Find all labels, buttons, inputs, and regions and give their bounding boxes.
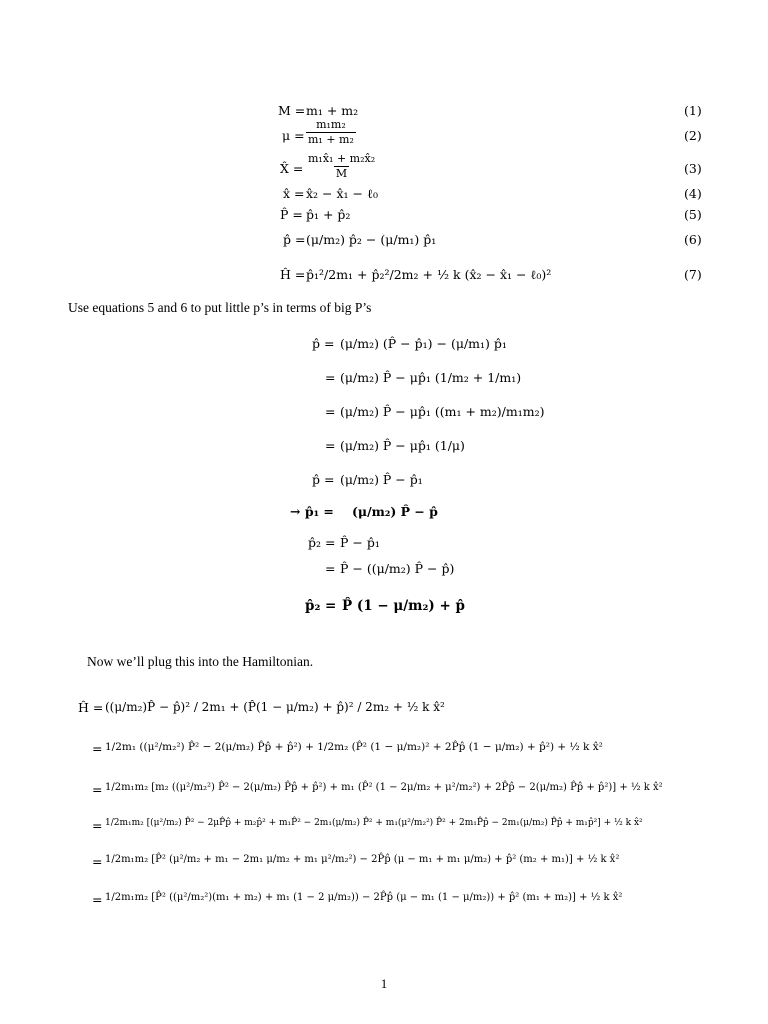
eq7-lhs: Ĥ = — [280, 267, 306, 282]
deriv-line-4-rhs: (μ/m₂) P̂ − μp̂₁ (1/μ) — [340, 438, 465, 453]
ham-line-1-rhs: ((μ/m₂)P̂ − p̂)² / 2m₁ + (P̂(1 − μ/m₂) + p̂)² / 2m₂ + ½ k x̂² — [105, 700, 445, 714]
deriv-line-5-rhs: (μ/m₂) P̂ − p̂₁ — [340, 472, 423, 487]
deriv-line-6-rhs: (μ/m₂) P̂ − p̂ — [352, 504, 438, 519]
eq6-lhs: p̂ = — [283, 232, 306, 247]
deriv-line-9-rhs: P̂ (1 − μ/m₂) + p̂ — [342, 598, 465, 614]
eq6-number: (6) — [684, 232, 702, 247]
deriv-line-5-lhs: p̂ = — [312, 472, 335, 487]
eq1-rhs: m₁ + m₂ — [306, 103, 359, 118]
eq4-number: (4) — [684, 186, 702, 201]
ham-line-6-lhs: = — [92, 892, 103, 907]
eq4-rhs: x̂₂ − x̂₁ − ℓ₀ — [306, 186, 378, 201]
deriv-line-4-lhs: = — [325, 438, 336, 453]
ham-line-4-lhs: = — [92, 818, 103, 833]
deriv-line-7-rhs: P̂ − p̂₁ — [340, 535, 380, 550]
eq3-denominator: M — [335, 166, 348, 180]
eq3-lhs: X̂ = — [280, 161, 304, 176]
eq3-number: (3) — [684, 161, 702, 176]
ham-line-5-lhs: = — [92, 854, 103, 869]
eq2-numerator: m₁m₂ — [316, 118, 346, 131]
deriv-line-1-lhs: p̂ = — [312, 336, 335, 351]
eq2-fraction — [304, 119, 358, 145]
eq3-fraction — [304, 153, 379, 179]
eq2-lhs: μ = — [282, 128, 305, 143]
ham-line-2-rhs: 1/2m₁ ((μ²/m₂²) P̂² − 2(μ/m₂) P̂p̂ + p̂²) + 1/2m₂ (P̂² (1 − μ/m₂)² + 2P̂p̂ (1 − μ/m₂) + p̂²) + ½ k x̂² — [105, 741, 603, 753]
eq5-rhs: p̂₁ + p̂₂ — [306, 207, 351, 222]
prose-paragraph-2: Now we’ll plug this into the Hamiltonian. — [87, 654, 314, 669]
eq1-lhs: M = — [278, 103, 306, 118]
ham-line-6-rhs: 1/2m₁m₂ [P̂² ((μ²/m₂²)(m₁ + m₂) + m₁ (1 − 2 μ/m₂)) − 2P̂p̂ (μ − m₁ (1 − μ/m₂)) + p̂² (m₁ + m₂)] + ½ k x̂² — [105, 892, 623, 903]
deriv-line-3-rhs: (μ/m₂) P̂ − μp̂₁ ((m₁ + m₂)/m₁m₂) — [340, 404, 545, 419]
deriv-line-6-lhs: → p̂₁ = — [290, 504, 334, 519]
deriv-line-8-lhs: = — [325, 561, 336, 576]
eq5-number: (5) — [684, 207, 702, 222]
eq5-lhs: P̂ = — [280, 207, 303, 222]
page-number: 1 — [380, 976, 388, 991]
deriv-line-1-rhs: (μ/m₂) (P̂ − p̂₁) − (μ/m₁) p̂₁ — [340, 336, 507, 351]
ham-line-4-rhs: 1/2m₁m₂ [(μ²/m₂) P̂² − 2μP̂p̂ + m₂p̂² + m₁P̂² − 2m₁(μ/m₂) P̂² + m₁(μ²/m₂²) P̂² + 2m₁P̂p̂ − 2m₁(μ/m₂) P̂p̂ + m₁p̂²] + ½ k x̂² — [105, 818, 643, 828]
deriv-line-3-lhs: = — [325, 404, 336, 419]
deriv-line-9-lhs: p̂₂ = — [305, 598, 337, 614]
deriv-line-7-lhs: p̂₂ = — [308, 535, 336, 550]
eq2-denominator: m₁ + m₂ — [308, 132, 354, 146]
eq6-rhs: (μ/m₂) p̂₂ − (μ/m₁) p̂₁ — [306, 232, 437, 247]
ham-line-3-lhs: = — [92, 782, 103, 797]
ham-line-2-lhs: = — [92, 741, 103, 756]
deriv-line-8-rhs: P̂ − ((μ/m₂) P̂ − p̂) — [340, 561, 455, 576]
ham-line-1-lhs: Ĥ = — [78, 700, 104, 715]
ham-line-3-rhs: 1/2m₁m₂ [m₂ ((μ²/m₂²) P̂² − 2(μ/m₂) P̂p̂ + p̂²) + m₁ (P̂² (1 − 2μ/m₂ + μ²/m₂²) + 2P̂p̂ − 2(μ/m₂) P̂p̂ + p̂²)] + ½ k x̂² — [105, 782, 663, 793]
eq4-lhs: x̂ = — [283, 186, 305, 201]
eq7-rhs: p̂₁²/2m₁ + p̂₂²/2m₂ + ½ k (x̂₂ − x̂₁ − ℓ₀)² — [306, 267, 552, 282]
eq7-number: (7) — [684, 267, 702, 282]
ham-line-5-rhs: 1/2m₁m₂ [P̂² (μ²/m₂ + m₁ − 2m₁ μ/m₂ + m₁ μ²/m₂²) − 2P̂p̂ (μ − m₁ + m₁ μ/m₂) + p̂² (m₂ + m₁)] + ½ k x̂² — [105, 854, 620, 865]
eq3-numerator: m₁x̂₁ + m₂x̂₂ — [308, 152, 376, 165]
prose-paragraph-1: Use equations 5 and 6 to put little p’s in terms of big P’s — [68, 300, 372, 315]
deriv-line-2-rhs: (μ/m₂) P̂ − μp̂₁ (1/m₂ + 1/m₁) — [340, 370, 522, 385]
eq2-number: (2) — [684, 128, 702, 143]
eq1-number: (1) — [684, 103, 702, 118]
deriv-line-2-lhs: = — [325, 370, 336, 385]
